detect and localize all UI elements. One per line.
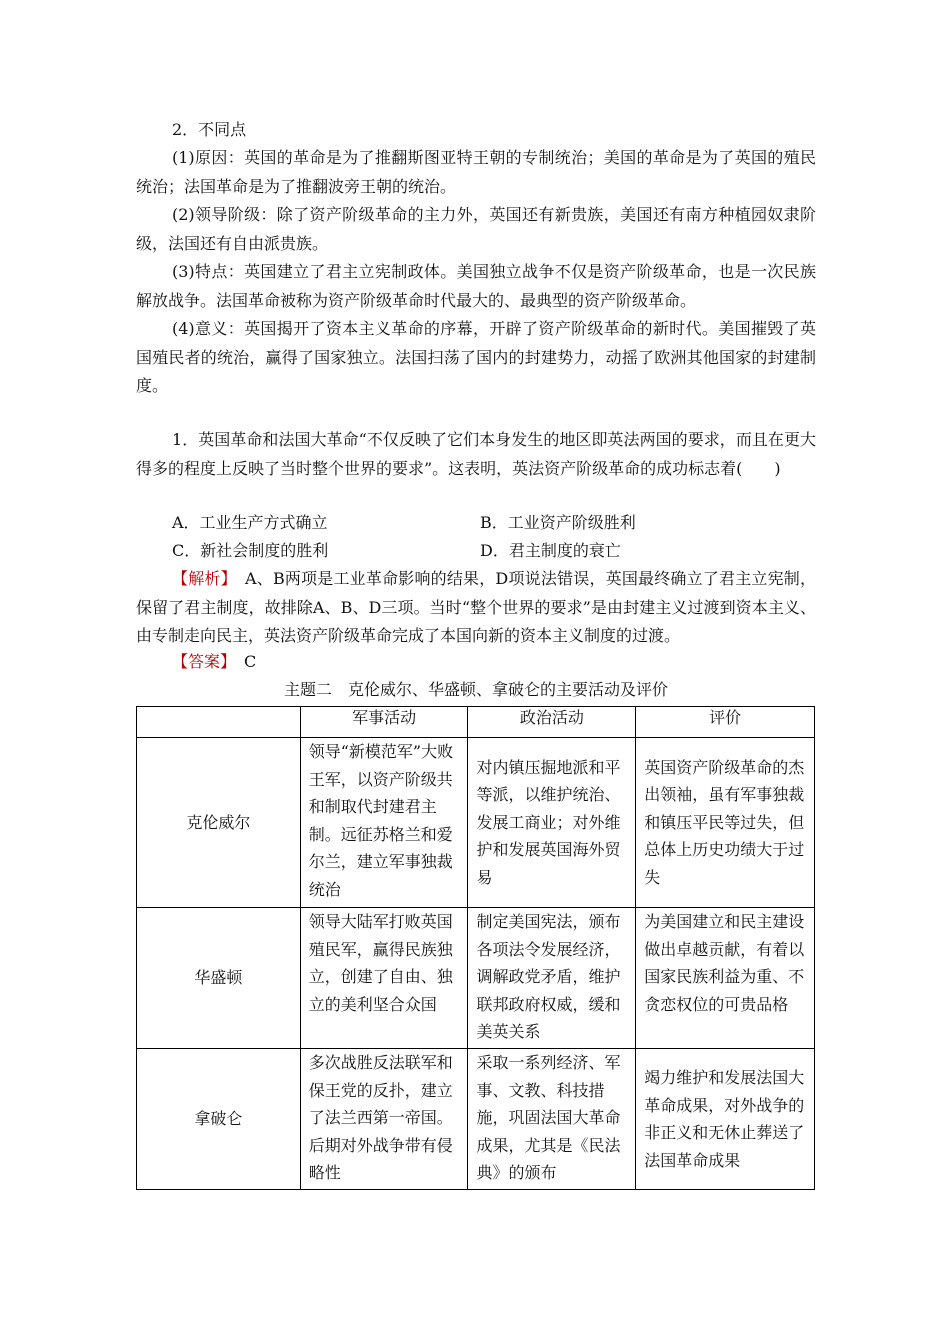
table-row — [137, 738, 815, 908]
point-features: (3)特点：英国建立了君主立宪制政体。美国独立战争不仅是资产阶级革命，也是一次民族解放战争。法国革命被称为资产阶级革命时代最大的、最典型的资产阶级革命。 — [136, 262, 816, 310]
row-military: 领导大陆军打败英国殖民军，赢得民族独立，创建了自由、独立的美利坚合众国 — [300, 908, 468, 1049]
comparison-table — [136, 706, 815, 1190]
header-evaluation: 评价 — [636, 707, 815, 738]
table-header-row — [137, 707, 815, 738]
row-name: 克伦威尔 — [137, 738, 301, 908]
header-military: 军事活动 — [300, 707, 468, 738]
point-leadership: (2)领导阶级：除了资产阶级革命的主力外，英国还有新贵族，美国还有南方种植园奴隶阶级，法国还有自由派贵族。 — [136, 205, 816, 253]
answer-tag: 【答案】 — [172, 652, 229, 671]
analysis-text: A、B两项是工业革命影响的结果，D项说法错误，英国最终确立了君主立宪制，保留了君主制度，故排除A、B、D三项。当时“整个世界的要求”是由封建主义过渡到资本主义、由专制走向民主，英法资产阶级革命完成了本国向新的资本主义制度的过渡。 — [136, 569, 816, 645]
row-evaluation: 为美国建立和民主建设做出卓越贡献，有着以国家民族利益为重、不贪恋权位的可贵品格 — [636, 908, 815, 1049]
answer-text: C — [228, 652, 257, 671]
analysis-paragraph — [136, 565, 816, 651]
row-evaluation: 英国资产阶级革命的杰出领袖，虽有军事独裁和镇压平民等过失，但总体上历史功绩大于过失 — [636, 738, 815, 908]
row-name: 华盛顿 — [137, 908, 301, 1049]
point-cause: (1)原因：英国的革命是为了推翻斯图亚特王朝的专制统治；美国的革命是为了英国的殖民统治；法国革命是为了推翻波旁王朝的统治。 — [136, 148, 816, 196]
header-blank — [137, 707, 301, 738]
option-a: A．工业生产方式确立 — [172, 513, 328, 532]
question-stem: 1．英国革命和法国大革命“不仅反映了它们本身发生的地区即英法两国的要求，而且在更大得多的程度上反映了当时整个世界的要求”。这表明，英法资产阶级革命的成功标志着( ) — [136, 430, 816, 478]
row-political: 对内镇压掘地派和平等派，以维护统治、发展工商业；对外维护和发展英国海外贸易 — [468, 738, 636, 908]
option-b: B．工业资产阶级胜利 — [480, 513, 636, 532]
analysis-tag: 【解析】 — [172, 569, 229, 588]
point-significance: (4)意义：英国揭开了资本主义革命的序幕，开辟了资产阶级革命的新时代。美国摧毁了英国殖民者的统治，赢得了国家独立。法国扫荡了国内的封建势力，动摇了欧洲其他国家的封建制度。 — [136, 319, 816, 395]
header-political: 政治活动 — [468, 707, 636, 738]
row-political: 制定美国宪法，颁布各项法令发展经济，调解政党矛盾，维护联邦政府权威，缓和美英关系 — [468, 908, 636, 1049]
option-c: C．新社会制度的胜利 — [172, 541, 329, 560]
answer-options — [172, 509, 812, 565]
row-evaluation: 竭力维护和发展法国大革命成果，对外战争的非正义和无休止葬送了法国革命成果 — [636, 1049, 815, 1190]
section-heading: 2．不同点 — [172, 120, 247, 139]
table-row — [137, 908, 815, 1049]
row-political: 采取一系列经济、军事、文教、科技措施，巩固法国大革命成果，尤其是《民法典》的颁布 — [468, 1049, 636, 1190]
option-d: D．君主制度的衰亡 — [480, 541, 621, 560]
row-military: 多次战胜反法联军和保王党的反扑，建立了法兰西第一帝国。后期对外战争带有侵略性 — [300, 1049, 468, 1190]
table-row — [137, 1049, 815, 1190]
table-caption: 主题二 克伦威尔、华盛顿、拿破仑的主要活动及评价 — [283, 680, 668, 699]
row-military: 领导“新模范军”大败王军，以资产阶级共和制取代封建君主制。远征苏格兰和爱尔兰，建立军事独裁统治 — [300, 738, 468, 908]
answer-paragraph — [136, 648, 816, 677]
row-name: 拿破仑 — [137, 1049, 301, 1190]
